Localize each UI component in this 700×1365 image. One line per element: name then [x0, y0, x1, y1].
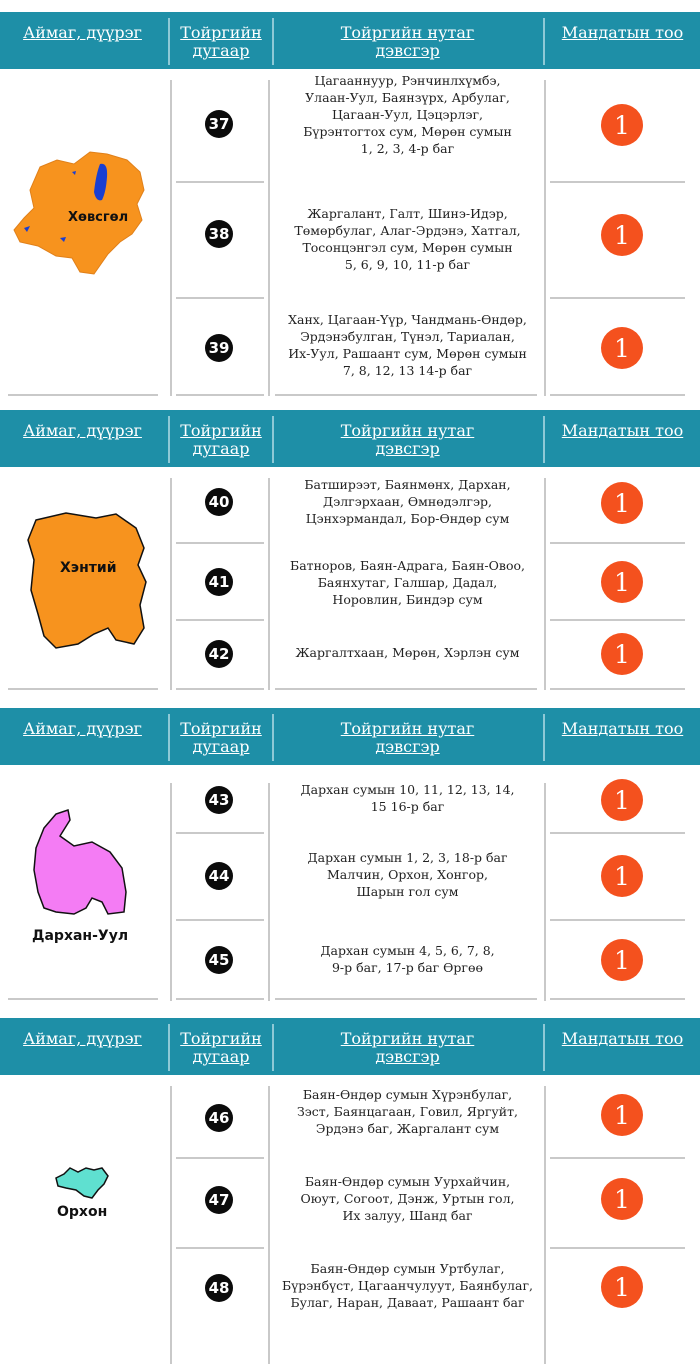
mandate-count-badge: 1 [601, 482, 643, 524]
district-number-badge: 39 [205, 334, 233, 362]
district-number-badge: 41 [205, 568, 233, 596]
district-description: Батноров, Баян-Адрага, Баян-Овоо, Баянхутаг, Галшар, Дадал, Норовлин, Биндэр сум [290, 558, 525, 607]
table-header [0, 410, 700, 467]
header-district-number[interactable]: Тойргийн дугаар [180, 1029, 262, 1066]
darkhan-uul-map [30, 808, 130, 918]
mandate-count-badge: 1 [601, 1094, 643, 1136]
district-description: Баян-Өндөр сумын Хүрэнбулаг, Зэст, Баянцагаан, Говил, Яргуйт, Эрдэнэ баг, Жаргалант сум [296, 1087, 518, 1136]
table-header [0, 708, 700, 765]
header-district-territory[interactable]: Тойргийн нутаг дэвсгэр [340, 719, 475, 756]
header-district-number[interactable]: Тойргийн дугаар [180, 421, 262, 458]
section-darkhan-uul [0, 708, 700, 1005]
district-description: Батширээт, Баянмөнх, Дархан, Дэлгэрхаан, Өмнөдэлгэр, Цэнхэрмандал, Бор-Өндөр сум [304, 477, 511, 526]
mandate-count-badge: 1 [601, 1266, 643, 1308]
district-number-badge: 47 [205, 1186, 233, 1214]
district-number-badge: 46 [205, 1104, 233, 1132]
table-header [0, 12, 700, 69]
table-header [0, 1018, 700, 1075]
district-number-badge: 37 [205, 110, 233, 138]
mandate-count-badge: 1 [601, 561, 643, 603]
orkhon-map [54, 1166, 110, 1200]
header-aimag[interactable]: Аймаг, дүүрэг [23, 421, 142, 440]
header-mandate-count[interactable]: Мандатын тоо [561, 1029, 684, 1048]
district-description: Ханх, Цагаан-Үүр, Чандмань-Өндөр, Эрдэнэбулган, Түнэл, Тариалан, Их-Уул, Рашаант сум, Мөрөн сумын 7, 8, 12, 13 14-р баг [288, 312, 527, 378]
district-number-badge: 38 [205, 220, 233, 248]
aimag-label: Дархан-Уул [32, 928, 129, 944]
mandate-count-badge: 1 [601, 779, 643, 821]
header-district-territory[interactable]: Тойргийн нутаг дэвсгэр [340, 1029, 475, 1066]
mandate-count-badge: 1 [601, 214, 643, 256]
mandate-count-badge: 1 [601, 1178, 643, 1220]
district-number-badge: 45 [205, 946, 233, 974]
mandate-count-badge: 1 [601, 327, 643, 369]
district-number-badge: 44 [205, 862, 233, 890]
header-district-number[interactable]: Тойргийн дугаар [180, 23, 262, 60]
district-number-badge: 43 [205, 786, 233, 814]
aimag-label: Хөвсгөл [68, 210, 129, 225]
header-aimag[interactable]: Аймаг, дүүрэг [23, 23, 142, 42]
district-number-badge: 48 [205, 1274, 233, 1302]
district-number-badge: 40 [205, 488, 233, 516]
district-description: Жаргалтхаан, Мөрөн, Хэрлэн сум [295, 645, 520, 660]
header-district-territory[interactable]: Тойргийн нутаг дэвсгэр [340, 23, 475, 60]
district-description: Цагааннуур, Рэнчинлхүмбэ, Улаан-Уул, Баянзүрх, Арбулаг, Цагаан-Уул, Цэцэрлэг, Бүрэнтогтох сум, Мөрөн сумын 1, 2, 3, 4-р баг [303, 73, 512, 156]
header-mandate-count[interactable]: Мандатын тоо [561, 23, 684, 42]
mandate-count-badge: 1 [601, 104, 643, 146]
aimag-label: Орхон [57, 1204, 108, 1220]
header-mandate-count[interactable]: Мандатын тоо [561, 719, 684, 738]
district-description: Баян-Өндөр сумын Уурхайчин, Оюут, Согоот, Дэнж, Уртын гол, Их залуу, Шанд баг [300, 1174, 515, 1223]
header-aimag[interactable]: Аймаг, дүүрэг [23, 719, 142, 738]
aimag-label: Хэнтий [60, 560, 117, 576]
header-aimag[interactable]: Аймаг, дүүрэг [23, 1029, 142, 1048]
district-description: Баян-Өндөр сумын Уртбулаг, Бүрэнбүст, Цагаанчулуут, Баянбулаг, Булаг, Наран, Даваат, Рашаант баг [282, 1261, 533, 1310]
district-description: Дархан сумын 1, 2, 3, 18-р баг Малчин, Орхон, Хонгор, Шарын гол сум [307, 850, 508, 899]
header-district-territory[interactable]: Тойргийн нутаг дэвсгэр [340, 421, 475, 458]
mandate-count-badge: 1 [601, 855, 643, 897]
section-khentii [0, 410, 700, 695]
khentii-map [26, 510, 151, 650]
mandate-count-badge: 1 [601, 633, 643, 675]
district-description: Дархан сумын 4, 5, 6, 7, 8, 9-р баг, 17-р баг Өргөө [320, 943, 495, 975]
district-description: Жаргалант, Галт, Шинэ-Идэр, Төмөрбулаг, Алаг-Эрдэнэ, Хатгал, Тосонцэнгэл сум, Мөрөн сумын 5, 6, 9, 10, 11-р баг [294, 206, 521, 272]
header-district-number[interactable]: Тойргийн дугаар [180, 719, 262, 756]
header-mandate-count[interactable]: Мандатын тоо [561, 421, 684, 440]
district-number-badge: 42 [205, 640, 233, 668]
section-orkhon [0, 1018, 700, 1365]
section-khuvsgul [0, 12, 700, 397]
mandate-count-badge: 1 [601, 939, 643, 981]
district-description: Дархан сумын 10, 11, 12, 13, 14, 15 16-р баг [300, 782, 515, 814]
